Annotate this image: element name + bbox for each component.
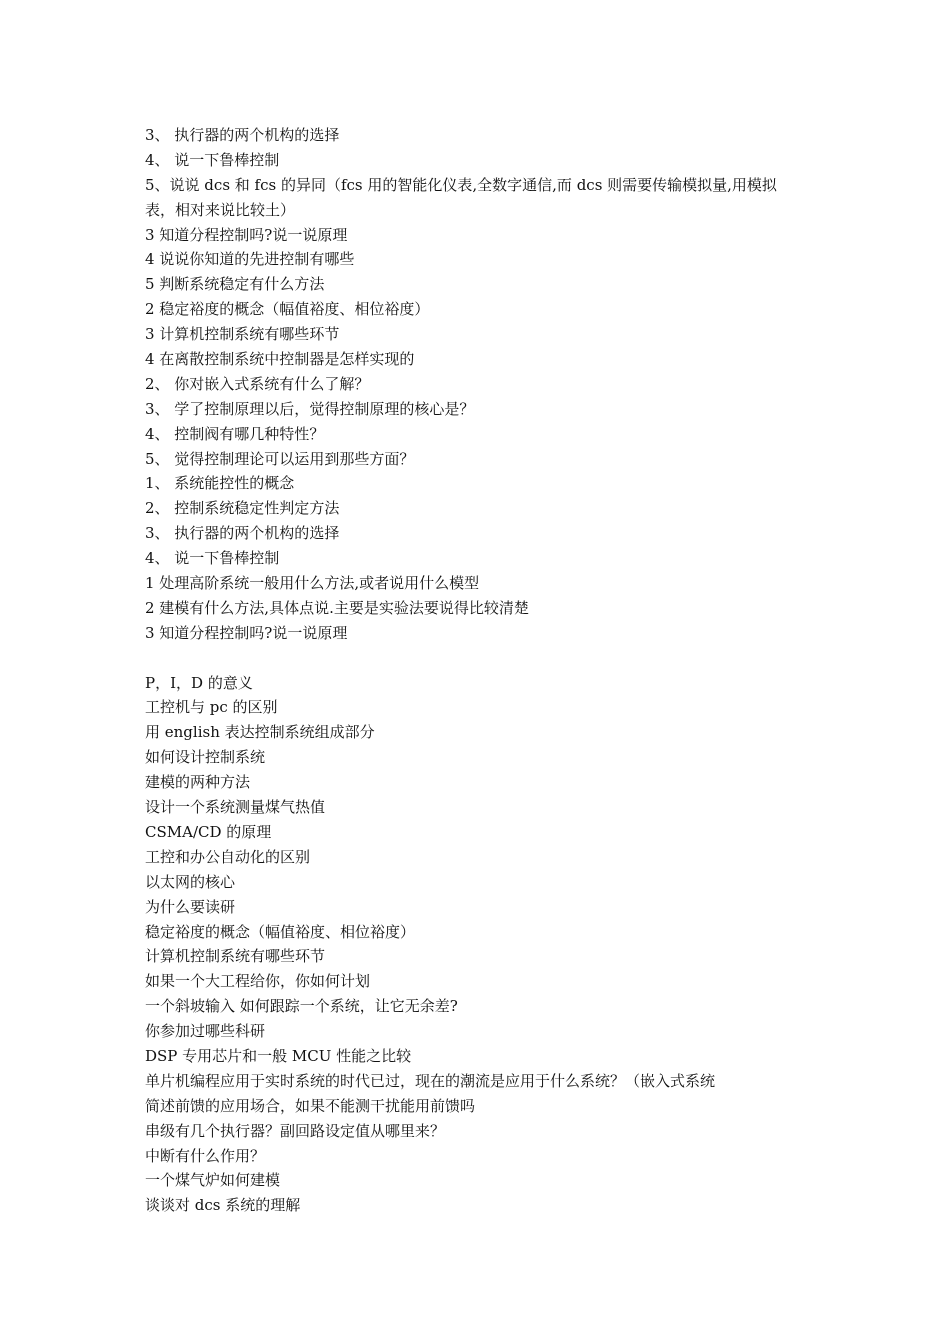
text-line: 用 english 表达控制系统组成部分 [145,723,375,742]
text-line: 4、 说一下鲁棒控制 [145,150,280,169]
text-line: 如何设计控制系统 [145,748,266,767]
text-line: 工控机与 pc 的区别 [145,698,278,717]
text-line: 工控和办公自动化的区别 [145,847,311,866]
text-line: 你参加过哪些科研 [145,1022,266,1041]
text-line: 稳定裕度的概念（幅值裕度、相位裕度） [145,922,416,941]
text-line: 4 说说你知道的先进控制有哪些 [145,250,355,269]
document-body [145,123,815,1218]
text-line: 一个煤气炉如何建模 [145,1171,281,1190]
text-line: 谈谈对 dcs 系统的理解 [145,1196,301,1215]
text-line: 5 判断系统稳定有什么方法 [145,275,325,294]
text-line: 5、 觉得控制理论可以运用到那些方面？ [145,449,415,468]
text-line: CSMA/CD 的原理 [145,822,272,841]
text-line: 5、说说 dcs 和 fcs 的异同（fcs 用的智能化仪表,全数字通信,而 dcs 则需要传输模拟量,用模拟 [145,175,777,194]
text-line: 一个斜坡输入 如何跟踪一个系统，让它无余差? [145,997,458,1016]
text-line: 4、 说一下鲁棒控制 [145,549,280,568]
text-line: 2、 你对嵌入式系统有什么了解？ [145,374,370,393]
text-line: P，I，D 的意义 [145,673,253,692]
text-line: 3 计算机控制系统有哪些环节 [145,325,340,344]
text-line: 1、 系统能控性的概念 [145,474,295,493]
text-line: 建模的两种方法 [145,773,251,792]
blank-line [145,646,815,671]
text-line: 单片机编程应用于实时系统的时代已过，现在的潮流是应用于什么系统？（嵌入式系统 [145,1071,716,1090]
text-line: 设计一个系统测量煤气热值 [145,798,326,817]
text-line: 如果一个大工程给你，你如何计划 [145,972,371,991]
text-line: 中断有什么作用？ [145,1146,266,1165]
text-line: 2、 控制系统稳定性判定方法 [145,499,340,518]
text-line: 4、 控制阀有哪几种特性？ [145,424,325,443]
text-line: 为什么要读研 [145,897,236,916]
text-line: 3、 执行器的两个机构的选择 [145,126,340,144]
text-line: DSP 专用芯片和一般 MCU 性能之比较 [145,1046,412,1065]
text-line: 3 知道分程控制吗?说一说原理 [145,623,348,642]
text-line: 2 稳定裕度的概念（幅值裕度、相位裕度） [145,300,430,319]
text-line: 3 知道分程控制吗?说一说原理 [145,225,348,244]
text-line: 以太网的核心 [145,872,236,891]
text-line: 4 在离散控制系统中控制器是怎样实现的 [145,350,415,369]
text-line: 3、 执行器的两个机构的选择 [145,524,340,543]
text-line: 表，相对来说比较土） [145,200,296,219]
text-line: 简述前馈的应用场合，如果不能测干扰能用前馈吗 [145,1096,476,1115]
text-line: 1 处理高阶系统一般用什么方法,或者说用什么模型 [145,574,480,593]
text-line: 串级有几个执行器？副回路设定值从哪里来？ [145,1121,446,1140]
text-line: 计算机控制系统有哪些环节 [145,947,326,966]
text-line: 2 建模有什么方法,具体点说.主要是实验法要说得比较清楚 [145,598,529,617]
text-line: 3、 学了控制原理以后，觉得控制原理的核心是？ [145,399,475,418]
